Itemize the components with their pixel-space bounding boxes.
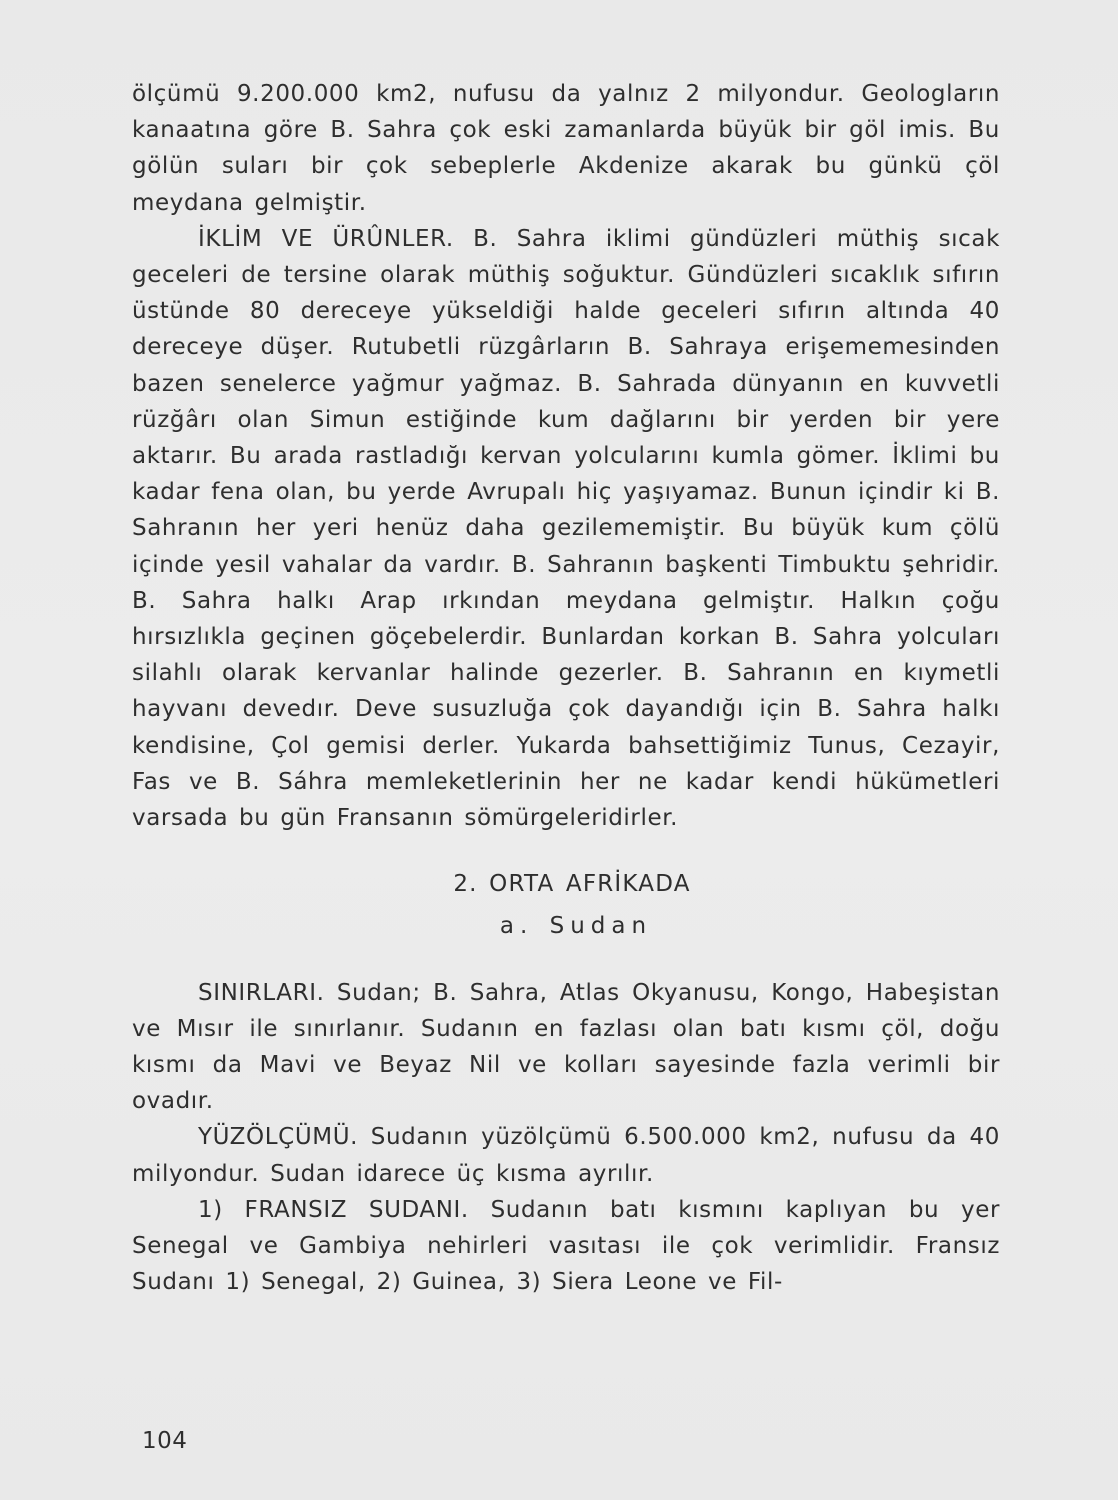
paragraph-french-sudan: 1) FRANSIZ SUDANI. Sudanın batı kısmını kaplıyan bu yer Senegal ve Gambiya nehirleri vasıtası ile çok verimlidir. Fransız Sudanı 1) Senegal, 2) Guinea, 3) Siera Leone ve Fil- xyxy=(132,1196,1000,1296)
page-number: 104 xyxy=(142,1428,188,1454)
paragraph-area: YÜZÖLÇÜMÜ. Sudanın yüzölçümü 6.500.000 km2, nufusu da 40 milyondur. Sudan idarece üç kısma ayrılır. xyxy=(132,1124,1000,1187)
section-heading: 2. ORTA AFRİKADA xyxy=(453,871,691,898)
paragraph-borders: SINIRLARI. Sudan; B. Sahra, Atlas Okyanusu, Kongo, Habeşistan ve Mısır ile sınırlanır. Sudanın en fazlası olan batı kısmı çöl, doğu kısmı da Mavi ve Beyaz Nil ve kolları sayesinde fazla verimli bir ovadır. xyxy=(132,979,1000,1115)
paragraph-intro: ölçümü 9.200.000 km2, nufusu da yalnız 2 milyondur. Geologların kanaatına göre B. Sahra çok eski zamanlarda büyük bir göl imis. Bu gölün suları bir çok sebeplerle Akdenize akarak bu günkü çöl meydana gelmiştir. xyxy=(132,81,1000,216)
sub-heading: a. Sudan xyxy=(499,913,653,940)
paragraph-climate: İKLİM VE ÜRÛNLER. B. Sahra iklimi gündüzleri müthiş sıcak geceleri de tersine olarak müthiş soğuktur. Gündüzleri sıcaklık sıfırın üstünde 80 dereceye yükseldiği halde geceleri sıfırın altında 40 dereceye düşer. Rutubetli rüzgârların B. Sahraya erişememesinden bazen senelerce yağmur yağmaz. B. Sahrada dünyanın en kuvvetli rüzğârı olan Simun estiğinde kum dağlarını bir yerden bir yere aktarır. Bu arada rastladığı kervan yolcularını kumla gömer. İklimi bu kadar fena olan, bu yerde Avrupalı hiç yaşıyamaz. Bunun içindir ki B. Sahranın her yeri henüz daha gezilememiştir. Bu büyük kum çölü içinde yesil vahalar da vardır. B. Sahranın başkenti Timbuktu şehridir. B. Sahra halkı Arap ırkından meydana gelmiştır. Halkın çoğu hırsızlıkla geçinen göçebelerdir. Bunlardan korkan B. Sahra yolcuları silahlı olarak kervanlar halinde gezerler. B. Sahranın en kıymetli hayvanı devedır. Deve susuzluğa çok dayandığı için B. Sahra halkı kendisine, Çol gemisi derler. Yukarda bahsettiğimiz Tunus, Cezayir, Fas ve B. Sáhra memleketlerinin her ne kadar kendi hükümetleri varsada bu gün Fransanın sömürgeleridirler. xyxy=(132,225,1000,832)
body-text xyxy=(132,76,1000,1301)
